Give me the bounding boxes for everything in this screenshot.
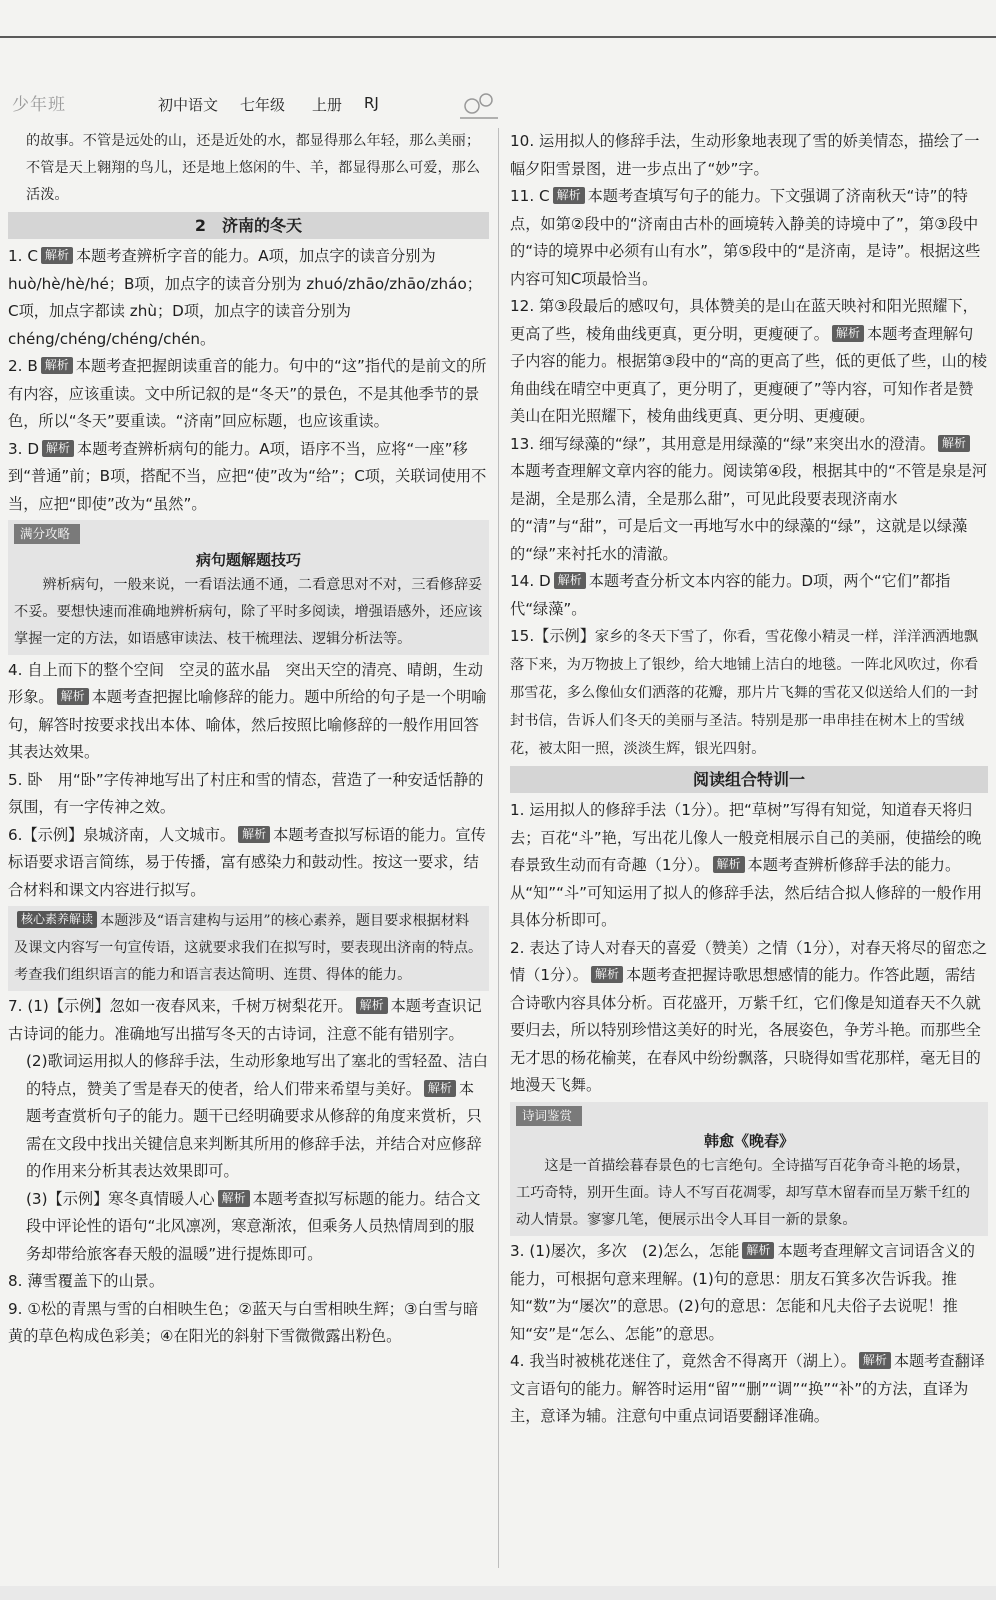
answer-text: 本题考查理解句子内容的能力。根据第③段中的“高的更高了些，低的更低了些，山的棱角曲线在晴空中更真了，更分明了，更瘦硬了”等内容，可知作者是赞美山在阳光照耀下，棱角曲线更真、更分明、更瘦硬。: [510, 324, 988, 425]
answer-13: [510, 431, 988, 569]
answer-text: 本题考查理解文言词语含义的能力，可根据句意来理解。(1)句的意思：朋友石箕多次告诉我。推知“数”为“屡次”的意思。(2)句的意思：怎能和凡夫俗子去说呢！推知“安”是“怎么、怎能”的意思。: [510, 1242, 975, 1343]
reading-answer-4: [510, 1348, 988, 1431]
poem-text: 这是一首描绘暮春景色的七言绝句。全诗描写百花争奇斗艳的场景，工巧奇特，别开生面。诗人不写百花凋零，却写草木留春而呈万紫千红的动人情景。寥寥几笔，便展示出令人耳目一新的景象。: [516, 1158, 971, 1228]
core-literacy-box: [8, 906, 489, 991]
analysis-tag: 解析: [713, 856, 745, 873]
reading-answer-2: [510, 935, 988, 1100]
answer-lead: 15.【示例】: [510, 627, 595, 645]
answer-lead: 2. 表达了诗人对春天的喜爱（赞美）之情（1分），对春天将尽的留恋之情（1分）。: [510, 938, 988, 984]
answer-lead: 12. 第③段最后的感叹句，具体赞美的是山在蓝天映衬和阳光照耀下，更高了些，棱角曲线更真，更分明，更瘦硬了。: [510, 297, 978, 343]
analysis-tag: 解析: [832, 325, 864, 342]
reading-answer-3: [510, 1238, 988, 1348]
answer-14: [510, 568, 988, 623]
answer-8: 8. 薄雪覆盖下的山景。: [8, 1272, 165, 1290]
answer-text: 本题考查拟写标语的能力。宣传标语要求语言简练，易于传播，富有感染力和鼓动性。按这一要求，结合材料和课文内容进行拟写。: [8, 825, 486, 899]
answer-lead: 7. (1)【示例】忽如一夜春风来，千树万树梨花开。: [8, 997, 353, 1015]
analysis-tag: 解析: [57, 688, 89, 705]
answer-lead: 13. 细写绿藻的“绿”，其用意是用绿藻的“绿”来突出水的澄清。: [510, 434, 935, 453]
answer-text: 本题考查辨析修辞手法的能力。从“知”“斗”可知运用了拟人的修辞手法，然后结合拟人修辞的一般作用具体分析即可。: [510, 856, 982, 929]
answer-lead: (3)【示例】寒冬真情暖人心: [26, 1189, 215, 1208]
answer-7-3: [8, 1186, 489, 1269]
reading-answer-1: [510, 797, 988, 935]
header-volume: 上册: [312, 96, 343, 114]
page-header: [12, 90, 492, 124]
answer-lead: 3. D: [8, 439, 40, 458]
analysis-tag: 解析: [356, 997, 388, 1014]
answer-text: 本题考查填写句子的能力。下文强调了济南秋天“诗”的特点，如第②段中的“济南由古朴的画境转入静美的诗境中了”，第③段中的“诗的境界中必须有山有水”，第⑤段中的“是济南，是诗”。根据这些内容可知C项最恰当。: [510, 187, 981, 288]
answer-lead: 3. (1)屡次，多次 (2)怎么，怎能: [510, 1242, 740, 1260]
answer-7-2: [8, 1048, 489, 1186]
answer-1: [8, 243, 489, 353]
header-subject: 初中语文: [158, 96, 219, 114]
answer-lead: 1. 运用拟人的修辞手法（1分）。把“草树”写得有知觉，知道春天将归去；百花“斗”艳，写出花儿像人一般竞相展示自己的美丽，使描绘的晚春景致生动而有奇趣（1分）。: [510, 801, 982, 874]
header-edition: RJ: [364, 94, 379, 112]
core-tag: 核心素养解读: [17, 911, 97, 928]
column-divider: [498, 128, 499, 1568]
analysis-tag: 解析: [424, 1080, 456, 1097]
poem-title: 韩愈《晚春》: [703, 1132, 794, 1150]
answer-9: 9. ①松的青黑与雪的白相映生色；②蓝天与白雪相映生辉；③白雪与暗黄的草色构成色彩美；④在阳光的斜射下雪微微露出粉色。: [8, 1299, 479, 1345]
analysis-tag: 解析: [554, 572, 586, 589]
answer-text: 本题考查翻译文言语句的能力。解答时运用“留”“删”“调”“换”“补”的方法，直译为主，意译为辅。注意句中重点词语要翻译准确。: [510, 1352, 985, 1425]
answer-2: [8, 353, 489, 436]
answer-11: [510, 183, 988, 293]
poem-appreciation-box: [510, 1102, 988, 1237]
doodle-icon: [458, 88, 502, 122]
core-paragraph: [14, 908, 483, 989]
analysis-tag: 解析: [238, 826, 270, 843]
answer-7-1: [8, 993, 489, 1048]
tip-tag: 满分攻略: [14, 524, 80, 544]
answer-lead: 11. C: [510, 187, 550, 205]
top-rule: [0, 36, 996, 38]
page-footer: [0, 1586, 996, 1600]
answer-text: 本题考查辨析字音的能力。A项，加点字的读音分别为 huò/hè/hè/hé；B项，加点字的读音分别为 zhuó/zhāo/zhāo/zháo；C项，加点字都读 zhù；D项，加点字的读音分别为 chéng/chéng/chéng/chén。: [8, 247, 482, 348]
answer-lead: (2)歌词运用拟人的修辞手法，生动形象地写出了塞北的雪轻盈、洁白的特点，赞美了雪是春天的使者，给人们带来希望与美好。: [26, 1052, 488, 1098]
analysis-tag: 解析: [742, 1242, 774, 1259]
answer-lead: 1. C: [8, 247, 38, 265]
answer-15: [510, 623, 988, 763]
analysis-tag: 解析: [553, 187, 585, 204]
header-grade: 七年级: [240, 96, 286, 114]
poem-tag: 诗词鉴赏: [516, 1106, 582, 1126]
analysis-tag: 解析: [41, 247, 73, 264]
analysis-tag: 解析: [41, 357, 73, 374]
answer-text: 本题考查理解文章内容的能力。阅读第④段，根据其中的“不管是泉是河是湖，全是那么清，全是那么甜”，可见此段要表现济南水的“清”与“甜”，可是后文一再地写水中的绿藻的“绿”，这就是以绿藻的“绿”来衬托水的清澈。: [510, 462, 988, 563]
answer-6: [8, 822, 489, 905]
analysis-tag: 解析: [42, 440, 74, 457]
answer-lead: 4. 自上而下的整个空间 空灵的蓝水晶 突出天空的清亮、晴朗，生动形象。: [8, 660, 483, 706]
tip-text: 辨析病句，一般来说，一看语法通不通，二看意思对不对，三看修辞妥不妥。要想快速而准确地辨析病句，除了平时多阅读，增强语感外，还应该掌握一定的方法，如语感审读法、枝干梳理法、逻辑分析法等。: [14, 576, 483, 647]
answer-text: 本题考查分析文本内容的能力。D项，两个“它们”都指代“绿藻”。: [510, 572, 951, 618]
answer-text: 家乡的冬天下雪了，你看，雪花像小精灵一样，洋洋洒洒地飘落下来，为万物披上了银纱，给大地铺上洁白的地毯。一阵北风吹过，你看那雪花，多么像仙女们洒落的花瓣，那片片飞舞的雪花又似送给人们的一封封书信，告诉人们冬天的美丽与圣洁。特别是那一串串挂在树木上的雪绒花，被太阳一照，淡淡生辉，银光四射。: [510, 629, 979, 757]
tip-title: 病句题解题技巧: [195, 550, 301, 569]
answer-text: 本题考查把握诗歌思想感情的能力。作答此题，需结合诗歌内容具体分析。百花盛开，万紫千红，它们像是知道春天不久就要归去，所以特别珍惜这美好的时光，各展姿色，争芳斗艳。而那些全无才思的杨花榆荚，在春风中纷纷飘落，只晓得如雪花那样，毫无目的地漫天飞舞。: [510, 966, 981, 1094]
answer-3: [8, 436, 489, 519]
answer-text: 本题考查把握朗读重音的能力。句中的“这”指代的是前文的所有内容，应该重读。文中所记叙的是“冬天”的景色，不是其他季节的景色，所以“冬天”要重读。“济南”回应标题，也应该重读。: [8, 357, 487, 430]
answer-lead: 14. D: [510, 572, 551, 590]
answer-text: 本题考查赏析句子的能力。题干已经明确要求从修辞的角度来赏析，只需在文段中找出关键信息来判断其所用的修辞手法，并结合对应修辞的作用来分析其表达效果即可。: [26, 1079, 482, 1180]
left-column: [8, 128, 489, 1351]
answer-text: 本题考查把握比喻修辞的能力。题中所给的句子是一个明喻句，解答时按要求找出本体、喻体，然后按照比喻修辞的一般作用回答其表达效果。: [8, 688, 487, 761]
tip-box: [8, 520, 489, 655]
analysis-tag: 解析: [938, 435, 970, 452]
analysis-tag: 解析: [218, 1190, 250, 1207]
answer-10: 10. 运用拟人的修辞手法，生动形象地表现了雪的娇美情态，描绘了一幅夕阳雪景图，进一步点出了“妙”字。: [510, 132, 980, 178]
answer-lead: 4. 我当时被桃花迷住了，竟然舍不得离开（湖上）。: [510, 1352, 856, 1370]
right-column: [510, 128, 988, 1431]
section-title: 2 济南的冬天: [8, 212, 489, 239]
analysis-tag: 解析: [859, 1352, 891, 1369]
answer-4: [8, 657, 489, 767]
intro-paragraph: 的故事。不管是远处的山，还是近处的水，都显得那么年轻，那么美丽；不管是天上翱翔的鸟儿，还是地上悠闲的牛、羊，都显得那么可爱，那么活泼。: [26, 133, 481, 203]
section-title: 阅读组合特训一: [510, 766, 988, 793]
series-logo: 少年班: [12, 95, 66, 115]
answer-lead: 6.【示例】泉城济南，人文城市。: [8, 825, 236, 844]
answer-12: [510, 293, 988, 431]
answer-text: 本题考查拟写标题的能力。结合文段中评论性的语句“北风凛冽，寒意渐浓，但乘务人员热情周到的服务却带给旅客春天般的温暖”进行提炼即可。: [26, 1189, 481, 1263]
answer-lead: 2. B: [8, 357, 38, 375]
core-text: 本题涉及“语言建构与运用”的核心素养，题目要求根据材料及课文内容写一句宣传语，这就要求我们在拟写时，要表现出济南的特点。考查我们组织语言的能力和语言表达简明、连贯、得体的能力。: [14, 913, 483, 983]
answer-text: 本题考查辨析病句的能力。A项，语序不当，应将“一座”移到“普通”前；B项，搭配不当，应把“使”改为“给”；C项，关联词使用不当，应把“即使”改为“虽然”。: [8, 439, 487, 513]
answer-5: 5. 卧 用“卧”字传神地写出了村庄和雪的情态，营造了一种安适恬静的氛围，有一字传神之效。: [8, 770, 484, 816]
answer-text: 本题考查识记古诗词的能力。准确地写出描写冬天的古诗词，注意不能有错别字。: [8, 997, 482, 1043]
analysis-tag: 解析: [591, 966, 623, 983]
